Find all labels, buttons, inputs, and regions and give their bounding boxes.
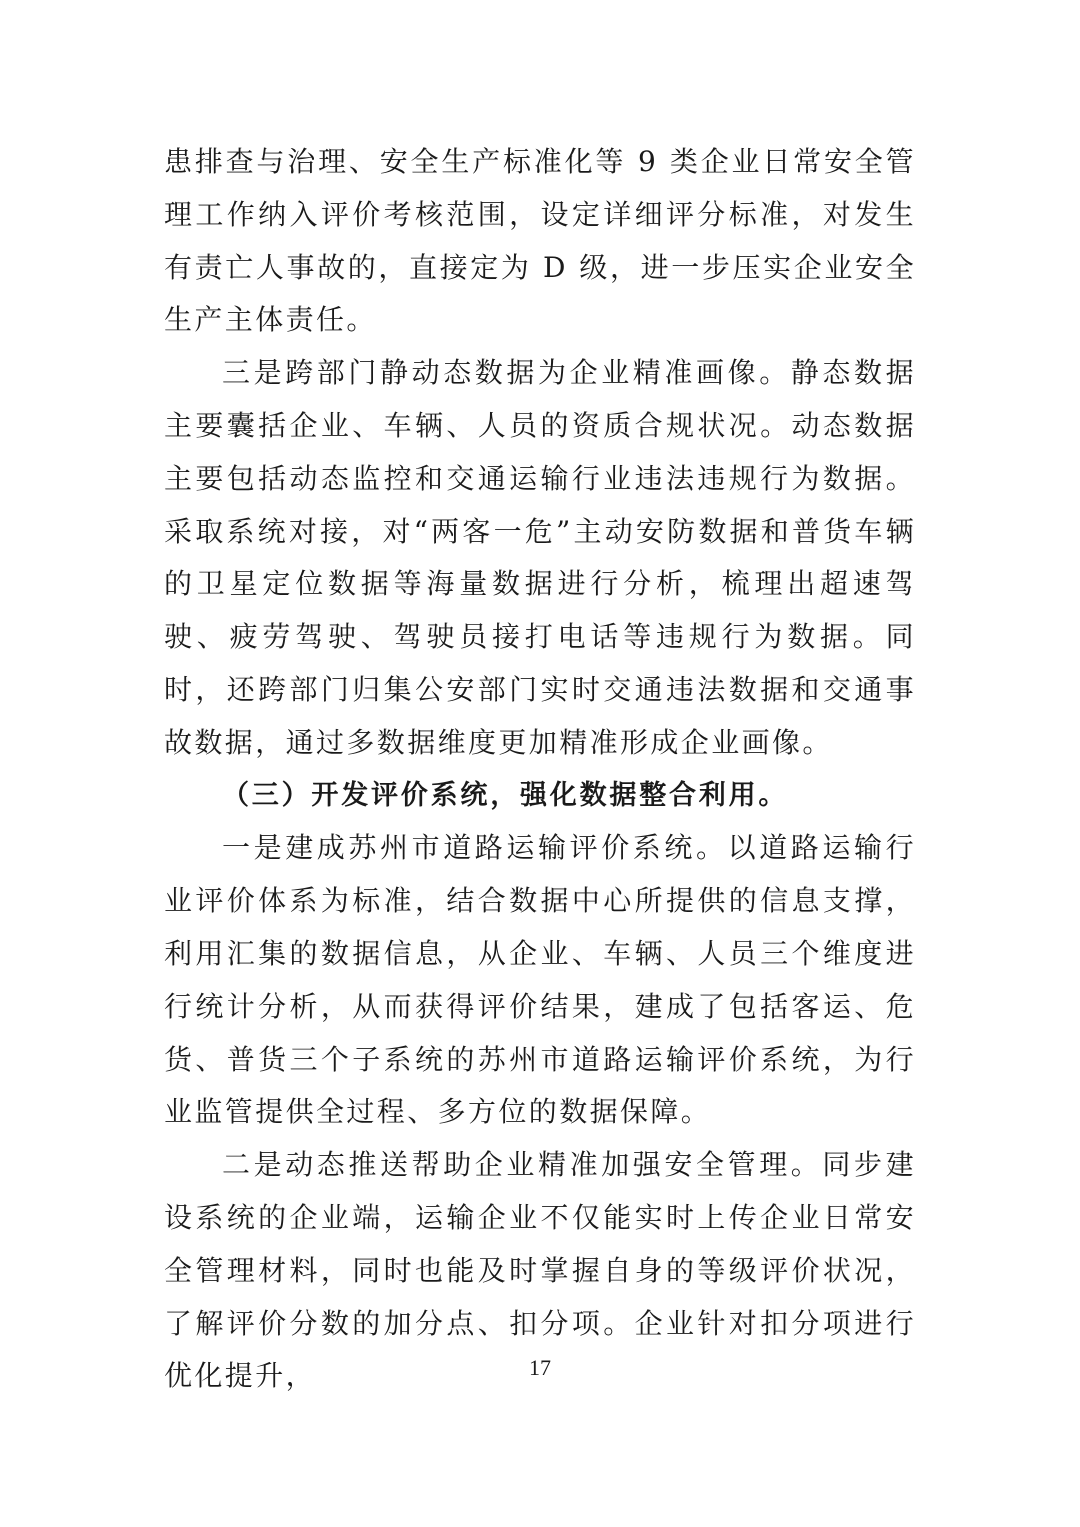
paragraph-cross-department-data: 三是跨部门静动态数据为企业精准画像。静态数据主要囊括企业、车辆、人员的资质合规状况。动态数据主要包括动态监控和交通运输行业违法违规行为数据。采取系统对接，对“两客一危”主动安防数据和普货车辆的卫星定位数据等海量数据进行分析，梳理出超速驾驶、疲劳驾驶、驾驶员接打电话等违规行为数据。同时，还跨部门归集公安部门实时交通违法数据和交通事故数据，通过多数据维度更加精准形成企业画像。 [164, 356, 916, 759]
paragraph-dynamic-push: 二是动态推送帮助企业精准加强安全管理。同步建设系统的企业端，运输企业不仅能实时上传企业日常安全管理材料，同时也能及时掌握自身的等级评价状况，了解评价分数的加分点、扣分项。企业针对扣分项进行优化提升， [164, 1148, 916, 1393]
section-heading-evaluation-system: （三）开发评价系统，强化数据整合利用。 [222, 779, 789, 811]
paragraph-continuation: 患排查与治理、安全生产标准化等 9 类企业日常安全管理工作纳入评价考核范围，设定详细评分标准，对发生有责亡人事故的，直接定为 D 级，进一步压实企业安全生产主体责任。 [164, 145, 916, 337]
paragraph-evaluation-system: 一是建成苏州市道路运输评价系统。以道路运输行业评价体系为标准，结合数据中心所提供的信息支撑，利用汇集的数据信息，从企业、车辆、人员三个维度进行统计分析，从而获得评价结果，建成了包括客运、危货、普货三个子系统的苏州市道路运输评价系统，为行业监管提供全过程、多方位的数据保障。 [164, 831, 916, 1129]
page-content [164, 136, 916, 1403]
page-number: 17 [529, 1355, 551, 1380]
